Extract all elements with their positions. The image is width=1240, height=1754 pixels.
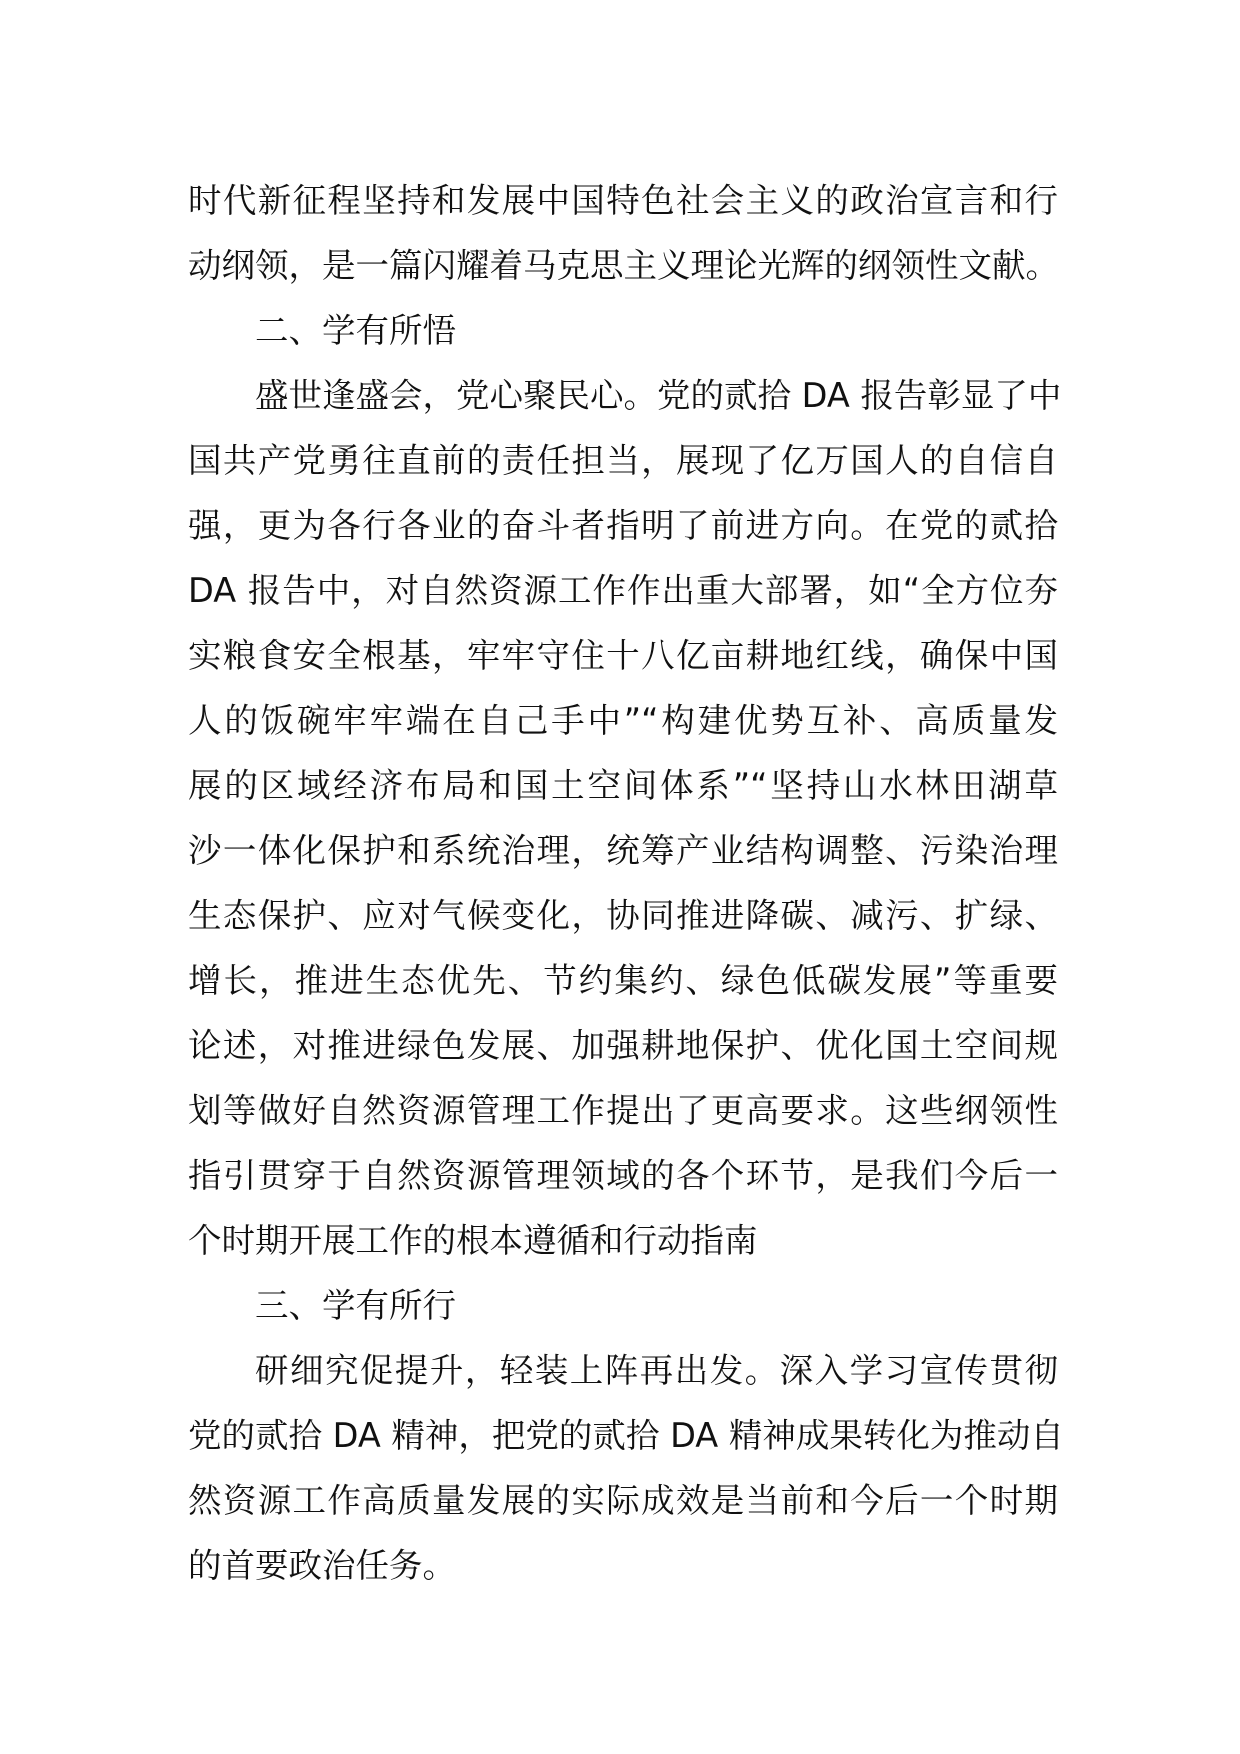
paragraph-first-line: 盛世逢盛会，党心聚民心。党的贰拾 DA 报告彰显了中 xyxy=(255,376,1062,415)
body-text-line: 展的区域经济布局和国土空间体系”“坚持山水林田湖草 xyxy=(188,766,1058,805)
body-text-line: 沙一体化保护和系统治理，统筹产业结构调整、污染治理 xyxy=(188,831,1058,870)
body-text-line: 增长，推进生态优先、节约集约、绿色低碳发展”等重要 xyxy=(188,961,1058,1000)
body-text-line: 个时期开展工作的根本遵循和行动指南 xyxy=(188,1221,758,1260)
document-page xyxy=(188,168,1064,1598)
body-text-line: 强，更为各行各业的奋斗者指明了前进方向。在党的贰拾 xyxy=(188,506,1058,545)
body-text-line: 论述，对推进绿色发展、加强耕地保护、优化国土空间规 xyxy=(188,1026,1058,1065)
body-text-line: 国共产党勇往直前的责任担当，展现了亿万国人的自信自 xyxy=(188,441,1058,480)
body-text-line: 实粮食安全根基，牢牢守住十八亿亩耕地红线，确保中国 xyxy=(188,636,1058,675)
body-text-line: 生态保护、应对气候变化，协同推进降碳、减污、扩绿、 xyxy=(188,896,1058,935)
body-text-line: 然资源工作高质量发展的实际成效是当前和今后一个时期 xyxy=(188,1481,1058,1520)
body-text-line: 指引贯穿于自然资源管理领域的各个环节，是我们今后一 xyxy=(188,1156,1058,1195)
body-text-line: 的首要政治任务。 xyxy=(188,1546,456,1585)
body-text-line: 党的贰拾 DA 精神，把党的贰拾 DA 精神成果转化为推动自 xyxy=(188,1416,1064,1455)
body-text-line: 时代新征程坚持和发展中国特色社会主义的政治宣言和行 xyxy=(188,181,1058,220)
body-text-line: 划等做好自然资源管理工作提出了更高要求。这些纲领性 xyxy=(188,1091,1058,1130)
section-heading: 三、学有所行 xyxy=(255,1286,456,1325)
body-text-line: 动纲领，是一篇闪耀着马克思主义理论光辉的纲领性文献。 xyxy=(188,246,1059,285)
body-text-line: 人的饭碗牢牢端在自己手中”“构建优势互补、高质量发 xyxy=(188,701,1058,740)
paragraph-first-line: 研细究促提升，轻装上阵再出发。深入学习宣传贯彻 xyxy=(255,1351,1058,1390)
section-heading: 二、学有所悟 xyxy=(255,311,456,350)
body-text-line: DA 报告中，对自然资源工作作出重大部署，如“全方位夯 xyxy=(188,571,1058,610)
